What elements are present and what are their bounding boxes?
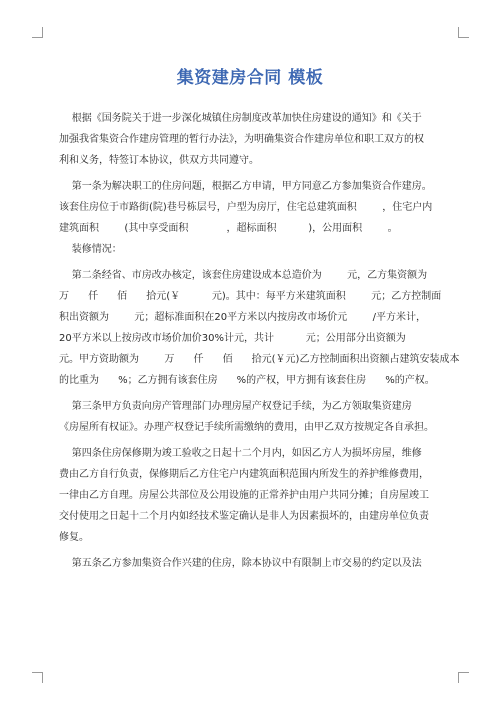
paragraph-line: 万 仟 佰 拾元(￥ 元)。其中：每平方米建筑面积 元；乙方控制面 <box>59 291 442 302</box>
paragraph-line: 该套住房位于市路街(院)巷号栋层号，户型为房厅，住宅总建筑面积 ，住宅户内 <box>59 202 433 213</box>
document-title: 集资建房合同 模板 <box>176 68 324 88</box>
paragraph-line: 元。甲方资助额为 万 仟 佰 拾元(￥元)乙方控制面积出资额占建筑安装成本 <box>59 354 460 365</box>
paragraph-line: 第五条乙方参加集资合作兴建的住房，除本协议中有限制上市交易的约定以及法 <box>59 558 422 569</box>
paragraph-line: 第二条经省、市房改办核定，该套住房建设成本总造价为 元，乙方集资额为 <box>59 270 428 281</box>
paragraph-line: 费由乙方自行负责，保修期后乙方住宅户内建筑面积范围内所发生的养护维修费用， <box>59 469 429 480</box>
paragraph-line: 修复。 <box>59 532 89 543</box>
paragraph-line: 《房屋所有权证》。办理产权登记手续所需缴纳的费用，由甲乙双方按规定各自承担。 <box>59 422 434 433</box>
paragraph-line: 利和义务，特签订本协议，供双方共同遵守。 <box>59 155 259 166</box>
page-corner-mark-top-right <box>458 27 469 38</box>
paragraph-line: 第一条为解决职工的住房问题，根据乙方申请，甲方同意乙方参加集资合作建房。 <box>59 181 432 192</box>
page-corner-mark-top-left <box>32 27 43 38</box>
paragraph-line: 20平方米以上按房改市场价加价30%计元，共计 元；公用部分出资额为 <box>59 333 406 344</box>
paragraph-line: 一律由乙方自理。房屋公共部位及公用设施的正常养护由用户共同分摊；自房屋竣工 <box>59 490 429 501</box>
paragraph-line: 建筑面积 (其中享受面积 ，超标面积 )，公用面积 。 <box>59 223 398 234</box>
paragraph-line: 第四条住房保修期为竣工验收之日起十二个月内，如因乙方人为损坏房屋，维修 <box>59 448 422 459</box>
page-corner-mark-bottom-right <box>458 672 469 683</box>
paragraph-line: 第三条甲方负责向房产管理部门办理房屋产权登记手续，为乙方领取集资建房 <box>59 401 412 412</box>
paragraph-line: 加强我省集资合作建房管理的暂行办法》，为明确集资合作建房单位和职工双方的权 <box>59 134 424 145</box>
paragraph-line: 装修情况： <box>59 244 122 255</box>
paragraph-line: 的比重为 %；乙方拥有该套住房 %的产权，甲方拥有该套住房 %的产权。 <box>59 375 435 386</box>
document-body <box>59 108 460 574</box>
paragraph-line: 积出资额为 元；超标准面积在20平方米以内按房改市场价元 /平方米计， <box>59 312 426 323</box>
page-corner-mark-bottom-left <box>32 672 43 683</box>
paragraph-line: 根据《国务院关于进一步深化城镇住房制度改革加快住房建设的通知》和《关于 <box>59 113 422 124</box>
paragraph-line: 交付使用之日起十二个月内如经技术鉴定确认是非人为因素损坏的，由建房单位负责 <box>59 511 429 522</box>
